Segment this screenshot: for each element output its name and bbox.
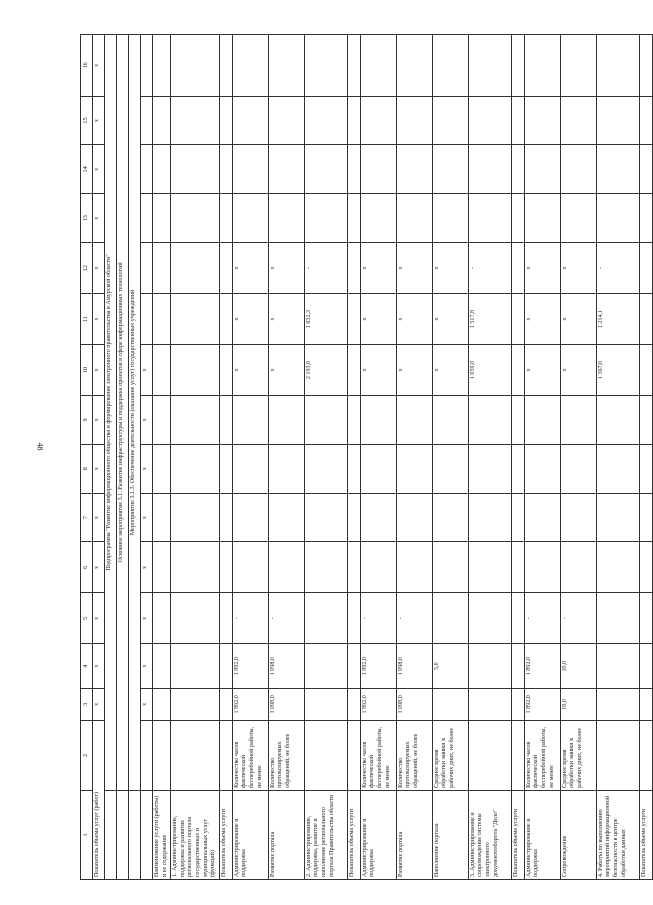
row-label: Показатель объема услуги: [219, 790, 232, 879]
table-row: [153, 35, 171, 880]
x-mark: х: [141, 345, 153, 396]
value-cell: -: [360, 593, 396, 644]
value-cell: 1 032,3: [304, 294, 347, 345]
table-row: [219, 35, 232, 880]
value-cell: 1 098,0: [396, 644, 432, 689]
row-label: Сопровождение: [560, 790, 596, 879]
row-label: Показатель объема услуги: [511, 790, 524, 879]
value-cell: 2 193,0: [304, 345, 347, 396]
table-row: [596, 35, 639, 880]
col-number: 9: [81, 395, 93, 444]
event2-row: [129, 35, 141, 880]
x-mark: х: [232, 243, 268, 294]
x-mark: х: [93, 542, 105, 593]
x-mark: х: [360, 345, 396, 396]
x-mark: х: [524, 243, 560, 294]
x-mark: х: [93, 493, 105, 542]
x-mark: х: [93, 444, 105, 493]
x-mark: х: [432, 243, 468, 294]
event1-row: [117, 35, 129, 880]
row-label: Администрирование и поддержка: [360, 790, 396, 879]
col-number: 5: [81, 593, 93, 644]
x-mark: х: [93, 96, 105, 145]
row-label: 2. Администрирование, поддержка, развитие и наполнение регионального портала Правительства области: [304, 790, 347, 879]
x-mark: х: [232, 345, 268, 396]
value-cell: 1 892,0: [360, 644, 396, 689]
row-label: Администрирование и поддержка: [232, 790, 268, 879]
row-label: Развитие портала: [396, 790, 432, 879]
column-number-row: [81, 35, 93, 880]
row-label: Наименование услуги (работы) и ее содержание: [153, 790, 171, 879]
x-mark: х: [396, 243, 432, 294]
x-mark: х: [268, 294, 304, 345]
col-number: 1: [81, 790, 93, 879]
x-mark: х: [93, 294, 105, 345]
indicator-cell: Количество часов фактической бесперебойной работы, не менее: [524, 720, 560, 790]
x-mark: х: [560, 345, 596, 396]
x-mark: х: [141, 493, 153, 542]
value-cell: -: [524, 593, 560, 644]
x-mark: х: [141, 395, 153, 444]
x-mark: х: [141, 644, 153, 689]
x-mark: х: [396, 345, 432, 396]
x-mark: х: [232, 294, 268, 345]
table-row: [232, 35, 268, 880]
budget-table: [80, 34, 653, 880]
value-cell: -: [268, 593, 304, 644]
value-cell: 1 098,0: [268, 688, 304, 720]
x-mark: х: [93, 688, 105, 720]
page-number: 48: [35, 442, 45, 451]
col-number: 7: [81, 493, 93, 542]
x-mark: х: [432, 294, 468, 345]
program-title: Подпрограмма "Развитие информационного общества и формирование электронного правительства в Амурской области": [105, 35, 117, 791]
value-cell: 1 098,0: [268, 644, 304, 689]
table-row: [524, 35, 560, 880]
x-mark: х: [360, 294, 396, 345]
value-cell: 1 892,0: [360, 688, 396, 720]
indicator-cell: Количество часов фактической бесперебойной работы, не менее: [360, 720, 396, 790]
value-cell: -: [396, 593, 432, 644]
event2-title: Мероприятие 3.1.3. Обеспечение деятельности (оказание услуг) государственных учреждений: [129, 35, 141, 791]
x-mark: х: [360, 243, 396, 294]
value-cell: 1 892,0: [232, 644, 268, 689]
col-number: 4: [81, 644, 93, 689]
table-row: [511, 35, 524, 880]
value-cell: 1 892,0: [232, 688, 268, 720]
col-number: 3: [81, 688, 93, 720]
value-cell: -: [468, 243, 511, 294]
row-label: 3. Администрирование и сопровождение системы электронного документооборота "Дело": [468, 790, 511, 879]
value-cell: 10,0: [560, 688, 596, 720]
table-row: [432, 35, 468, 880]
value-cell: 1 517,8: [468, 294, 511, 345]
x-mark: х: [141, 593, 153, 644]
indicator-cell: Количество протоколируемых обращений, не более: [268, 720, 304, 790]
program-row: [105, 35, 117, 880]
col-number: 8: [81, 444, 93, 493]
table-row: [468, 35, 511, 880]
x-mark: х: [396, 294, 432, 345]
x-mark: х: [524, 345, 560, 396]
indicator-cell: Количество протоколируемых обращений, не более: [396, 720, 432, 790]
x-mark: х: [93, 194, 105, 243]
value-cell: 1 098,0: [396, 688, 432, 720]
row-label: Показатель объема услуги: [639, 790, 652, 879]
col-number: 6: [81, 542, 93, 593]
col-number: 12: [81, 243, 93, 294]
value-cell: -: [560, 593, 596, 644]
x-mark: х: [141, 688, 153, 720]
col-number: 14: [81, 145, 93, 194]
rotated-sheet: [80, 34, 647, 880]
x-mark: х: [93, 243, 105, 294]
x-mark: х: [93, 395, 105, 444]
x-mark: х: [93, 35, 105, 97]
col-number: 16: [81, 35, 93, 97]
table-row: [347, 35, 360, 880]
value-cell: 1 892,0: [524, 644, 560, 689]
value-cell: 10,0: [560, 644, 596, 689]
value-cell: -: [304, 243, 347, 294]
value-cell: -: [232, 593, 268, 644]
event1-title: Основное мероприятие 3.1. Развитие инфраструктуры и поддержка проектов в сфере информационных технологий: [117, 35, 129, 791]
table-title: Показатель объема услуг (работ): [93, 720, 105, 879]
value-cell: 1 059,0: [468, 345, 511, 396]
x-mark: х: [93, 593, 105, 644]
x-mark: х: [93, 644, 105, 689]
value-cell: 1 892,0: [524, 688, 560, 720]
x-mark: х: [268, 243, 304, 294]
row-label: Показатель объема услуги: [347, 790, 360, 879]
x-mark: х: [524, 294, 560, 345]
row-label: 1. Администрирование, поддержка и развитие регионального портала государственных и муниципальных услуг (функций): [171, 790, 220, 879]
table-row: [560, 35, 596, 880]
x-mark: х: [93, 345, 105, 396]
indicator-cell: Количество часов фактической бесперебойной работы, не менее: [232, 720, 268, 790]
x-mark: х: [560, 243, 596, 294]
col-number: 15: [81, 96, 93, 145]
x-mark: х: [268, 345, 304, 396]
row-label: Наполнение портала: [432, 790, 468, 879]
table-row: [171, 35, 220, 880]
value-cell: 5,0: [432, 644, 468, 689]
row-label: 4. Работы по выполнению мероприятий информационной безопасности в центре обработки данных: [596, 790, 639, 879]
indicator-cell: Среднее время обработки заявки в рабочих днях, не более: [432, 720, 468, 790]
row-label: Развитие портала: [268, 790, 304, 879]
x-mark: х: [141, 542, 153, 593]
title-row: [93, 35, 105, 880]
value-cell: 1 214,1: [596, 294, 639, 345]
col-number: 13: [81, 194, 93, 243]
table-row: [304, 35, 347, 880]
x-mark: х: [141, 444, 153, 493]
x-mark: х: [432, 345, 468, 396]
x-row: [141, 35, 153, 880]
x-mark: х: [93, 145, 105, 194]
table-row: [396, 35, 432, 880]
x-mark: х: [560, 294, 596, 345]
table-row: [268, 35, 304, 880]
value-cell: 1 367,0: [596, 345, 639, 396]
indicator-cell: Среднее время обработки заявки в рабочих днях, не более: [560, 720, 596, 790]
col-number: 2: [81, 720, 93, 790]
value-cell: -: [596, 243, 639, 294]
col-number: 10: [81, 345, 93, 396]
col-number: 11: [81, 294, 93, 345]
row-label: Администрирование и поддержка: [524, 790, 560, 879]
table-row: [639, 35, 652, 880]
table-row: [360, 35, 396, 880]
